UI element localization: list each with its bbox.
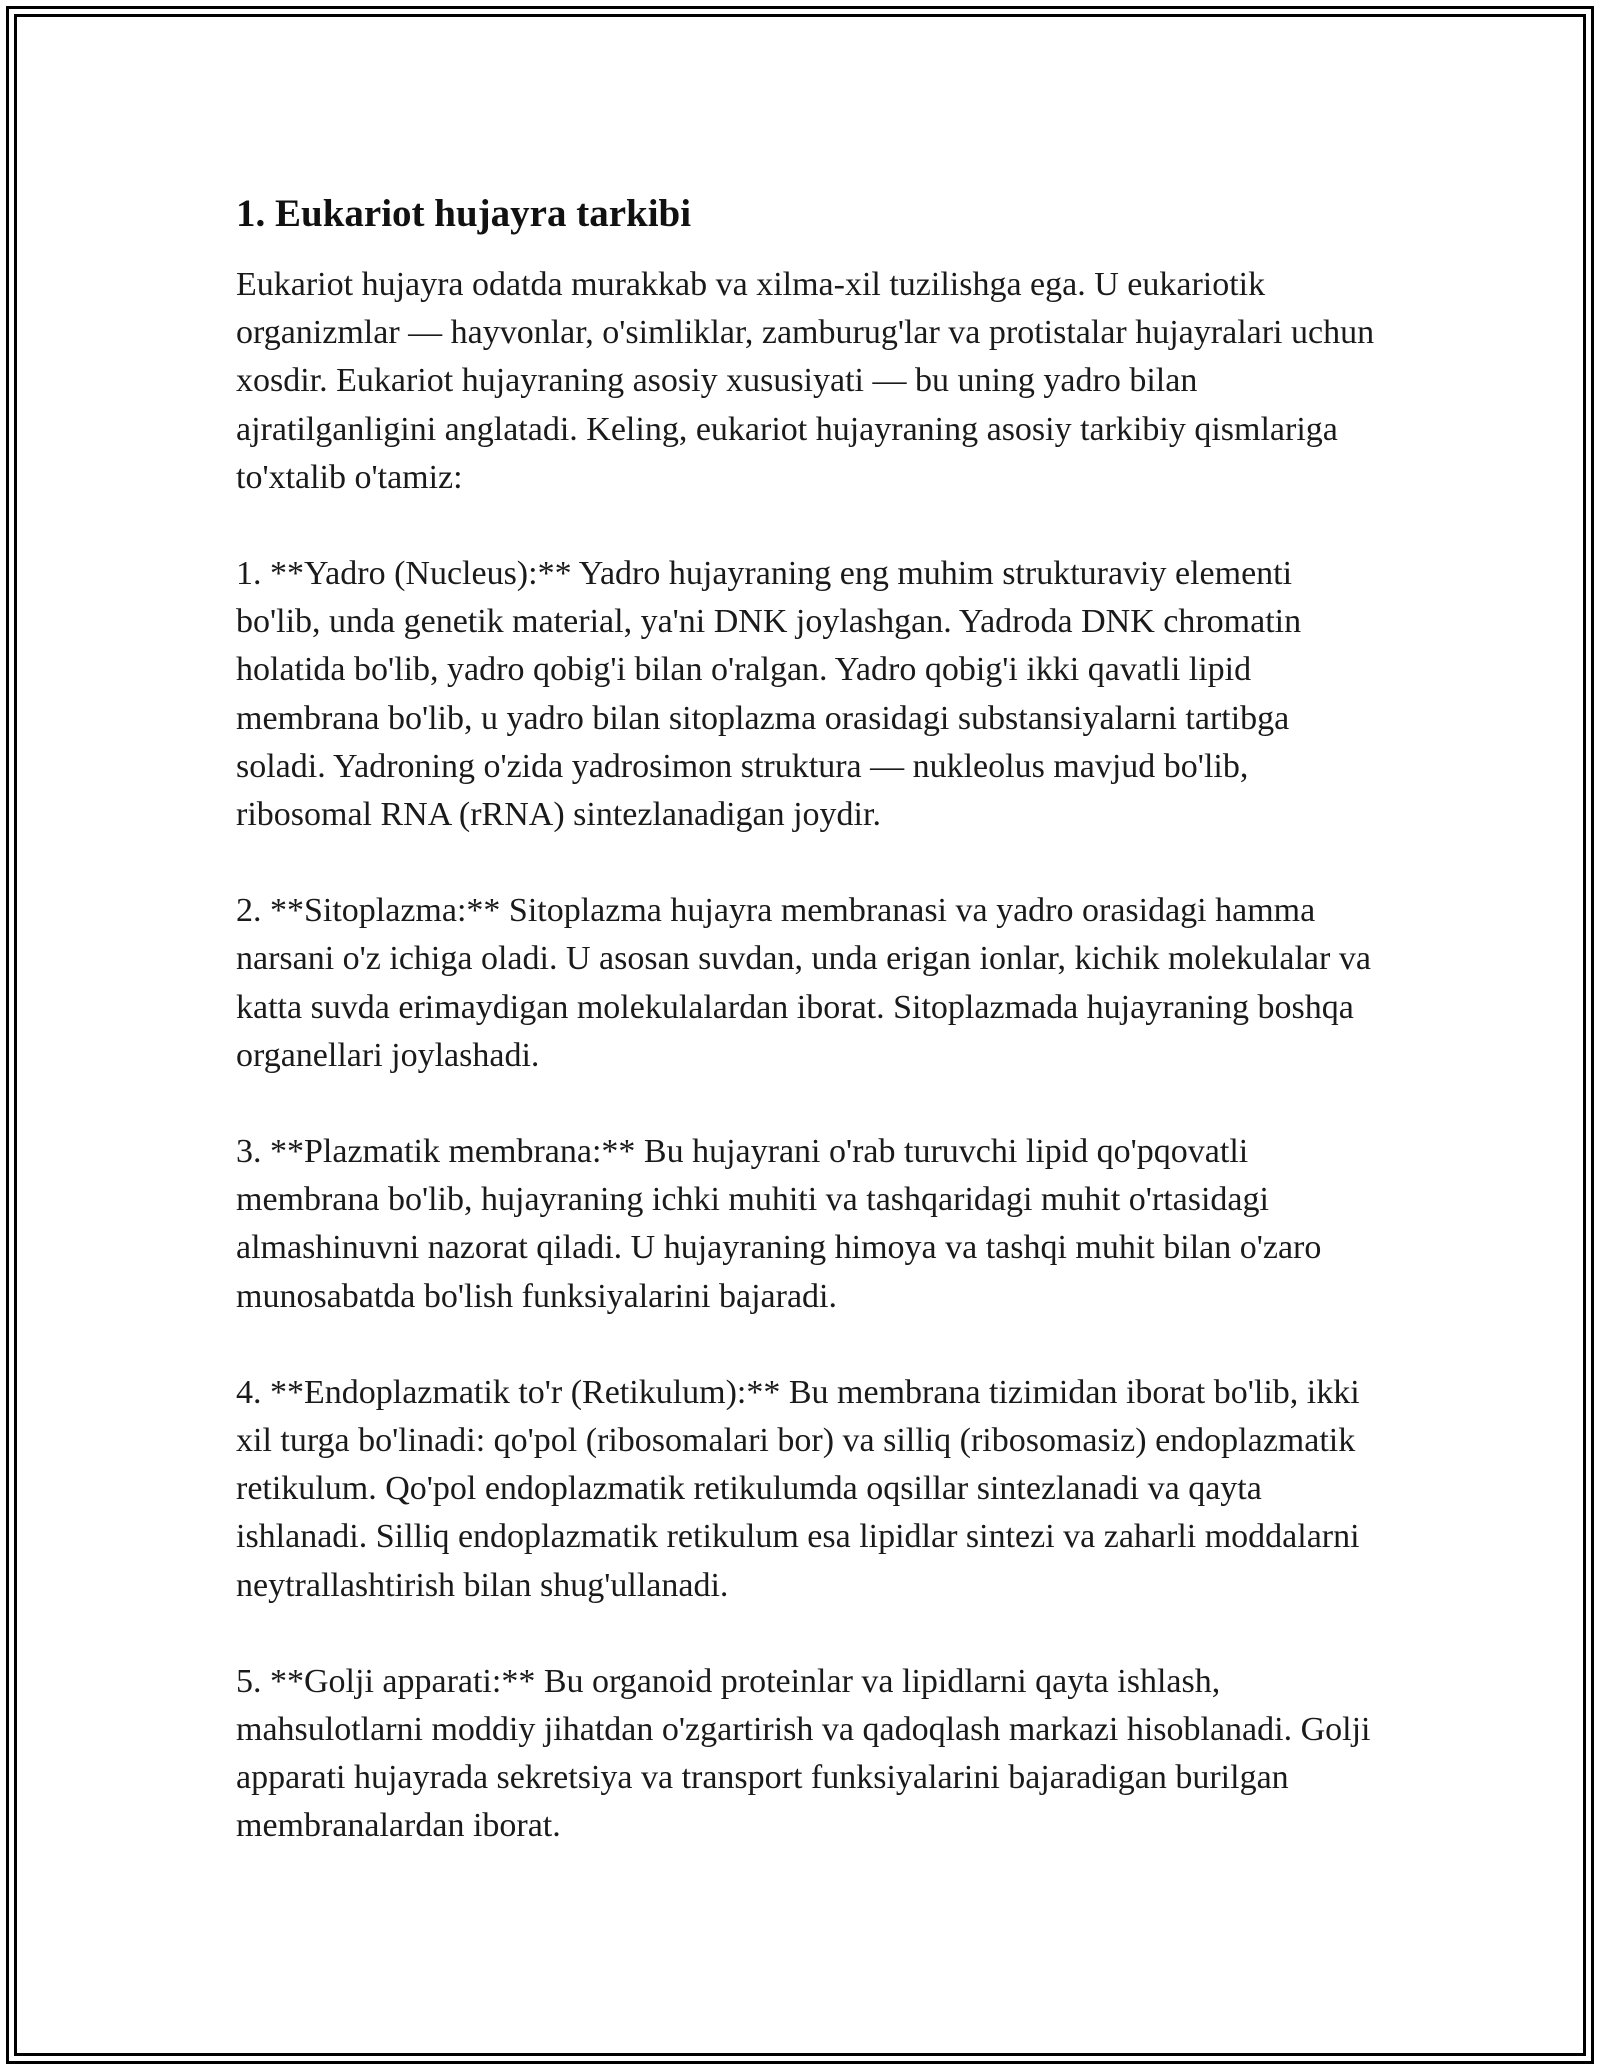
document-body	[236, 188, 1376, 1851]
list-item-plasma-membrane: 3. **Plazmatik membrana:** Bu hujayrani o'rab turuvchi lipid qo'pqovatli membrana bo'lib, hujayraning ichki muhiti va tashqaridagi muhit o'rtasidagi almashinuvni nazorat qiladi. U hujayraning himoya va tashqi muhit bilan o'zaro munosabatda bo'lish funksiyalarini bajaradi.	[236, 1133, 1322, 1315]
list-item-nucleus: 1. **Yadro (Nucleus):** Yadro hujayraning eng muhim strukturaviy elementi bo'lib, unda genetik material, ya'ni DNK joylashgan. Yadroda DNK chromatin holatida bo'lib, yadro qobig'i bilan o'ralgan. Yadro qobig'i ikki qavatli lipid membrana bo'lib, u yadro bilan sitoplazma orasidagi substansiyalarni tartibga soladi. Yadroning o'zida yadrosimon struktura — nukleolus mavjud bo'lib, ribosomal RNA (rRNA) sintezlanadigan joydir.	[236, 555, 1302, 834]
list-item-endoplasmic-reticulum: 4. **Endoplazmatik to'r (Retikulum):** Bu membrana tizimidan iborat bo'lib, ikki xil turga bo'linadi: qo'pol (ribosomalari bor) va silliq (ribosomasiz) endoplazmatik retikulum. Qo'pol endoplazmatik retikulumda oqsillar sintezlanadi va qayta ishlanadi. Silliq endoplazmatik retikulum esa lipidlar sintezi va zaharli moddalarni neytrallashtirish bilan shug'ullanadi.	[236, 1373, 1360, 1604]
list-item-cytoplasm: 2. **Sitoplazma:** Sitoplazma hujayra membranasi va yadro orasidagi hamma narsani o'z ichiga oladi. U asosan suvdan, unda erigan ionlar, kichik molekulalar va katta suvda erimaydigan molekulalardan iborat. Sitoplazmada hujayraning boshqa organellari joylashadi.	[236, 892, 1371, 1074]
intro-paragraph: Eukariot hujayra odatda murakkab va xilma-xil tuzilishga ega. U eukariotik organizmlar — hayvonlar, o'simliklar, zamburug'lar va protistalar hujayralari uchun xosdir. Eukariot hujayraning asosiy xususiyati — bu uning yadro bilan ajratilganligini anglatadi. Keling, eukariot hujayraning asosiy tarkibiy qismlariga to'xtalib o'tamiz:	[236, 266, 1375, 496]
section-heading: 1. Eukariot hujayra tarkibi	[236, 192, 692, 235]
list-item-golgi-apparatus: 5. **Golji apparati:** Bu organoid proteinlar va lipidlarni qayta ishlash, mahsulotlarni moddiy jihatdan o'zgartirish va qadoqlash markazi hisoblanadi. Golji apparati hujayrada sekretsiya va transport funksiyalarini bajaradigan burilgan membranalardan iborat.	[236, 1662, 1371, 1845]
